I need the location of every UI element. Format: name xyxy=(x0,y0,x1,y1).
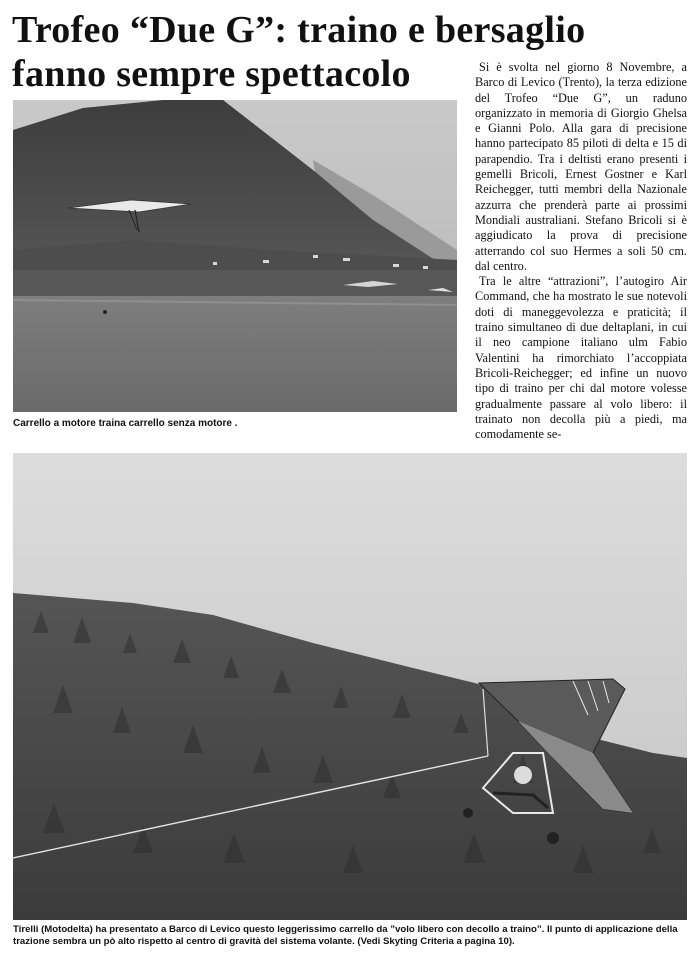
photo-hang-glider-trike xyxy=(13,453,687,920)
photo-towing-valley-image xyxy=(13,100,457,412)
article-body xyxy=(475,60,687,442)
photo-towing-valley xyxy=(13,100,457,412)
headline-line-1: Trofeo “Due G”: traino e bersaglio xyxy=(12,9,586,51)
photo2-caption: Tirelli (Motodelta) ha presentato a Barco di Levico questo leggerissimo carrello da ”volo libero con decollo a traino”. Il punto di applicazione della trazione sembra un pò alto rispetto al centro di gravità del sistema volante. (Vedi Skyting Criteria a pagina 10). xyxy=(13,924,678,947)
article-paragraph-2: Tra le altre “attrazioni”, l’autogiro Air Command, che ha mostrato le sue notevoli doti di maneggevolezza e praticità; il traino simultaneo di due deltaplani, in cui il neo campione italiano ulm Fabio Valentini ha rimorchiato l’accoppiata Bricoli-Reichegger; ed infine un nuovo tipo di traino per chi dal motore volesse gradualmente passare al volo libero: il trainato non decolla più a piedi, ma comodamente se- xyxy=(475,274,687,442)
article-paragraph-1: Si è svolta nel giorno 8 Novembre, a Barco di Levico (Trento), la terza edizione del Trofeo “Due G”, un raduno organizzato in memoria di Giorgio Ghelsa e Gianni Polo. Alla gara di precisione hanno partecipato 85 piloti di delta e 15 di parapendio. Tra i deltisti erano presenti i gemelli Bricoli, Ernest Gostner e Karl Reichegger, tutti membri della Nazionale azzurra che prenderà parte ai prossimi Mondiali australiani. Stefano Bricoli si è aggiudicato la prova di precisione atterrando col suo Hermes a soli 50 cm. dal centro. xyxy=(475,60,687,273)
photo-hang-glider-trike-image xyxy=(13,453,687,920)
photo1-caption: Carrello a motore traina carrello senza motore . xyxy=(13,418,238,429)
headline-line-2: fanno sempre spettacolo xyxy=(12,53,411,95)
